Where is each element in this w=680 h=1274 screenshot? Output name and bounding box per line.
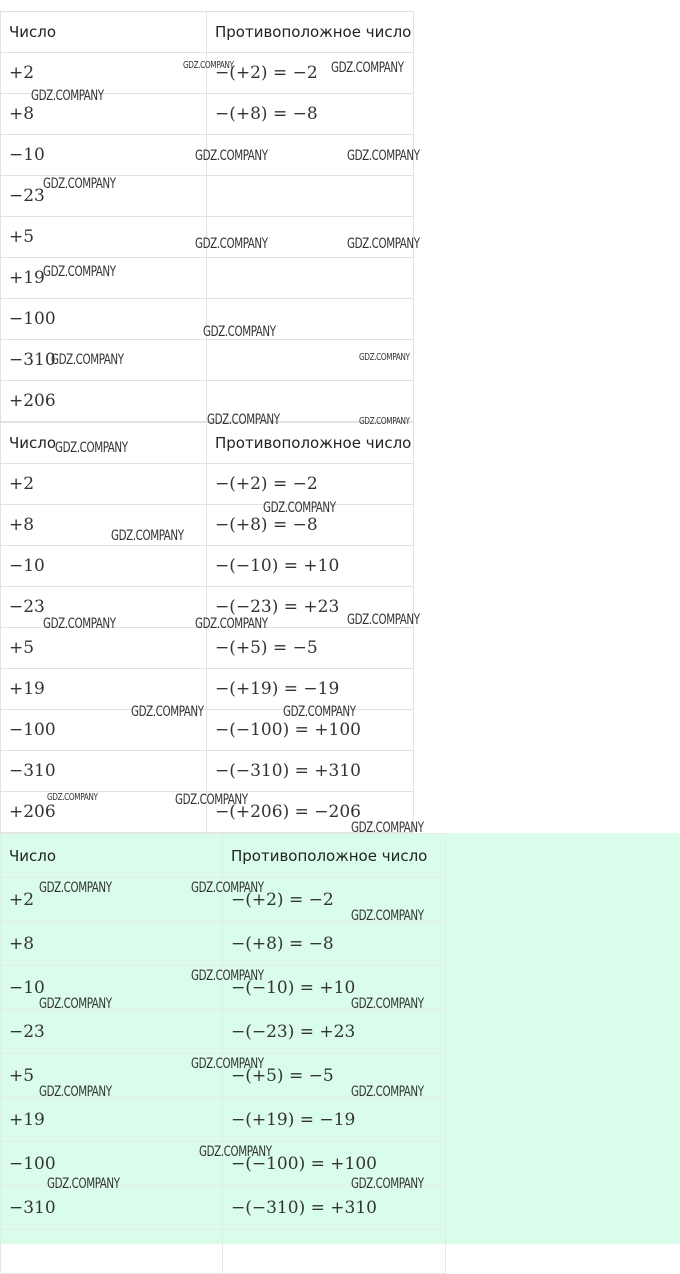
watermark: GDZ.COMPANY xyxy=(331,60,404,76)
watermark: GDZ.COMPANY xyxy=(195,236,268,252)
cell-number: +206 xyxy=(1,792,207,833)
table-row xyxy=(1,464,414,505)
watermark: GDZ.COMPANY xyxy=(191,1056,264,1072)
cell-opposite: −(+2) = −2 xyxy=(223,878,446,922)
header-number: Число xyxy=(1,12,207,53)
watermark: GDZ.COMPANY xyxy=(347,148,420,164)
table-header-row xyxy=(1,834,446,878)
header-number: Число xyxy=(1,423,207,464)
cell-number: +5 xyxy=(1,1054,223,1098)
cell-opposite: −(+2) = −2 xyxy=(207,53,414,94)
cell-opposite: −(+19) = −19 xyxy=(223,1098,446,1142)
cell-opposite: −(+5) = −5 xyxy=(223,1054,446,1098)
cell-opposite: −(+8) = −8 xyxy=(207,94,414,135)
cell-opposite: −(−310) = +310 xyxy=(223,1186,446,1230)
opposite-numbers-table-highlighted xyxy=(0,833,446,1274)
cell-number: +8 xyxy=(1,922,223,966)
watermark: GDZ.COMPANY xyxy=(111,528,184,544)
cell-number: −310 xyxy=(1,1186,223,1230)
watermark: GDZ.COMPANY xyxy=(39,1084,112,1100)
watermark: GDZ.COMPANY xyxy=(351,820,424,836)
watermark: GDZ.COMPANY xyxy=(47,792,98,803)
cell-number: −23 xyxy=(1,1010,223,1054)
cell-opposite: −(−100) = +100 xyxy=(223,1142,446,1186)
cell-number: +5 xyxy=(1,628,207,669)
watermark: GDZ.COMPANY xyxy=(43,264,116,280)
cell-number: −10 xyxy=(1,966,223,1010)
cell-opposite: −(−310) = +310 xyxy=(207,751,414,792)
cell-number: +206 xyxy=(1,381,207,422)
watermark: GDZ.COMPANY xyxy=(39,880,112,896)
watermark: GDZ.COMPANY xyxy=(191,880,264,896)
watermark: GDZ.COMPANY xyxy=(51,352,124,368)
watermark: GDZ.COMPANY xyxy=(39,996,112,1012)
watermark: GDZ.COMPANY xyxy=(283,704,356,720)
watermark: GDZ.COMPANY xyxy=(199,1144,272,1160)
cell-number: −100 xyxy=(1,1142,223,1186)
cell-number: +8 xyxy=(1,505,207,546)
cell-number: +5 xyxy=(1,217,207,258)
watermark: GDZ.COMPANY xyxy=(347,612,420,628)
cell-opposite: −(−100) = +100 xyxy=(207,710,414,751)
watermark: GDZ.COMPANY xyxy=(175,792,248,808)
watermark: GDZ.COMPANY xyxy=(131,704,204,720)
watermark: GDZ.COMPANY xyxy=(351,1084,424,1100)
cell-number: −10 xyxy=(1,135,207,176)
cell-number: +19 xyxy=(1,1098,223,1142)
cell-opposite xyxy=(223,1230,446,1274)
watermark: GDZ.COMPANY xyxy=(351,996,424,1012)
table-row xyxy=(1,628,414,669)
cell-opposite: −(+8) = −8 xyxy=(207,505,414,546)
cell-opposite: −(−23) = +23 xyxy=(223,1010,446,1054)
cell-number: +19 xyxy=(1,669,207,710)
cell-number: −310 xyxy=(1,751,207,792)
watermark: GDZ.COMPANY xyxy=(195,616,268,632)
cell-opposite: −(+19) = −19 xyxy=(207,669,414,710)
header-opposite: Противоположное число xyxy=(223,834,446,878)
watermark: GDZ.COMPANY xyxy=(203,324,276,340)
header-number: Число xyxy=(1,834,223,878)
watermark: GDZ.COMPANY xyxy=(191,968,264,984)
cell-number: +2 xyxy=(1,464,207,505)
watermark: GDZ.COMPANY xyxy=(183,60,234,71)
cell-number: +19 xyxy=(1,258,207,299)
cell-number xyxy=(1,1230,223,1274)
cell-number: −100 xyxy=(1,299,207,340)
watermark: GDZ.COMPANY xyxy=(195,148,268,164)
cell-opposite: −(+206) = −206 xyxy=(207,792,414,833)
cell-opposite xyxy=(207,258,414,299)
table-row xyxy=(1,546,414,587)
watermark: GDZ.COMPANY xyxy=(359,416,410,427)
watermark: GDZ.COMPANY xyxy=(47,1176,120,1192)
cell-number: +2 xyxy=(1,878,223,922)
header-opposite: Противоположное число xyxy=(207,423,414,464)
cell-number: −100 xyxy=(1,710,207,751)
cell-number: −23 xyxy=(1,176,207,217)
cell-number: −310 xyxy=(1,340,207,381)
cell-opposite: −(−10) = +10 xyxy=(207,546,414,587)
cell-number: +2 xyxy=(1,53,207,94)
cell-opposite: −(−10) = +10 xyxy=(223,966,446,1010)
header-opposite: Противоположное число xyxy=(207,12,414,53)
table-row xyxy=(1,505,414,546)
cell-number: −23 xyxy=(1,587,207,628)
watermark: GDZ.COMPANY xyxy=(31,88,104,104)
cell-opposite: −(−23) = +23 xyxy=(207,587,414,628)
cell-opposite: −(+2) = −2 xyxy=(207,464,414,505)
cell-number: +8 xyxy=(1,94,207,135)
cell-opposite: −(+5) = −5 xyxy=(207,628,414,669)
watermark: GDZ.COMPANY xyxy=(55,440,128,456)
table-row xyxy=(1,1010,446,1054)
table-header-row xyxy=(1,12,414,53)
watermark: GDZ.COMPANY xyxy=(347,236,420,252)
watermark: GDZ.COMPANY xyxy=(43,616,116,632)
watermark: GDZ.COMPANY xyxy=(43,176,116,192)
cell-number: −10 xyxy=(1,546,207,587)
table-row xyxy=(1,922,446,966)
cell-opposite xyxy=(207,176,414,217)
watermark: GDZ.COMPANY xyxy=(263,500,336,516)
cell-opposite: −(+8) = −8 xyxy=(223,922,446,966)
table-row xyxy=(1,1230,446,1274)
watermark: GDZ.COMPANY xyxy=(351,1176,424,1192)
watermark: GDZ.COMPANY xyxy=(207,412,280,428)
table-row xyxy=(1,751,414,792)
watermark: GDZ.COMPANY xyxy=(351,908,424,924)
table-row xyxy=(1,1186,446,1230)
watermark: GDZ.COMPANY xyxy=(359,352,410,363)
table-row xyxy=(1,1098,446,1142)
